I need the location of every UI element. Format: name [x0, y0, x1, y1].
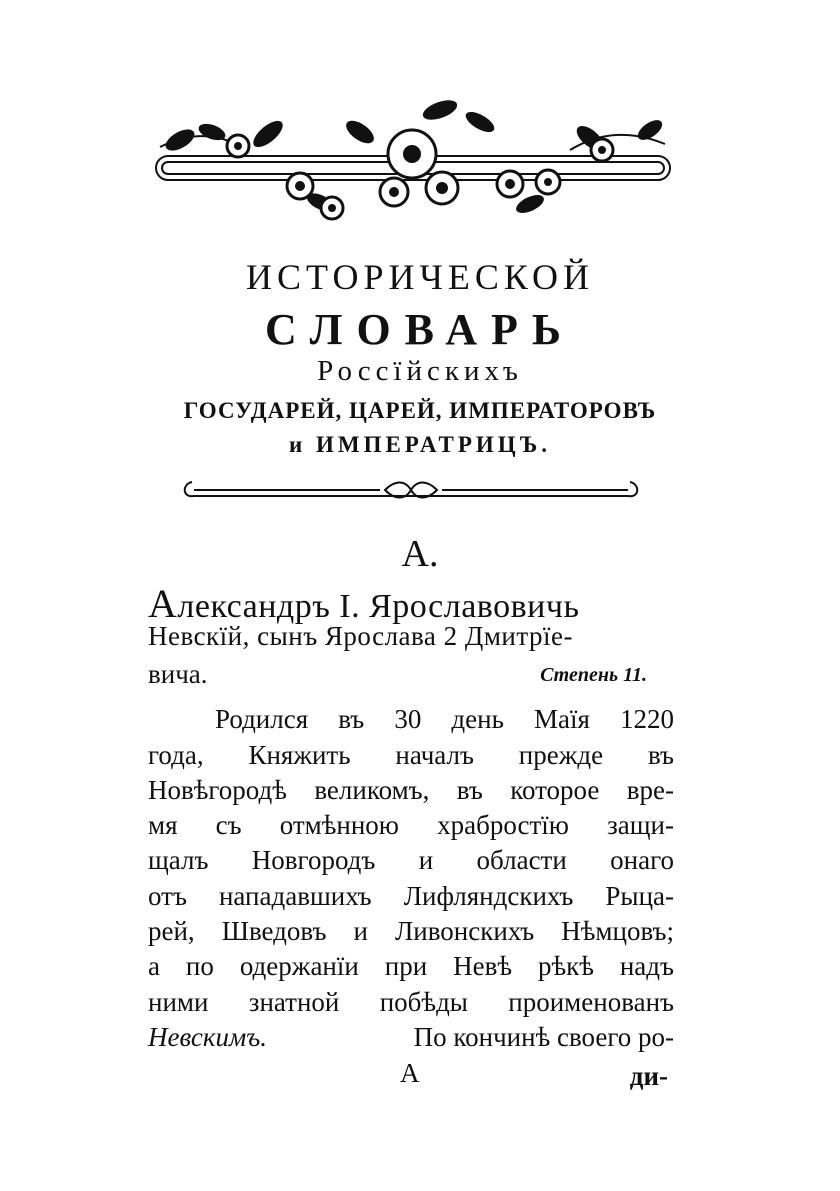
body-italic-word: Невскимъ. [148, 1022, 267, 1052]
body-last-line-text: По кончинѣ своего ро- [413, 1022, 674, 1052]
body-line: мя съ отмѣнною храбростïю защи- [148, 810, 674, 840]
body-line: года, Княжить началъ прежде въ [148, 740, 674, 770]
body-line: Новѣгородѣ великомъ, въ которое вре- [148, 775, 674, 805]
floral-headpiece-ornament [150, 92, 678, 232]
entry-heading-initial: А [148, 581, 178, 626]
body-line: ними знатной побѣды проименованъ [148, 987, 674, 1017]
body-line: отъ нападавшихъ Лифляндскихъ Рыца- [148, 881, 674, 911]
body-line: щалъ Новгородъ и области онаго [148, 845, 674, 875]
signature-mark: А [400, 1058, 420, 1088]
body-line: рей, Шведовъ и Ливонскихъ Нѣмцовъ; [148, 916, 674, 946]
catchword: ди- [629, 1061, 668, 1091]
title-line-5: и ИМПЕРАТРИЦЪ. [288, 432, 552, 457]
title-line-1: ИСТОРИЧЕСКОЙ [245, 257, 595, 297]
body-line: а по одержанïи при Невѣ рѣкѣ надъ [148, 951, 674, 981]
entry-degree: Степень 11. [540, 664, 647, 686]
title-line-2: СЛОВАРЬ [264, 305, 575, 354]
ornamental-divider [180, 476, 642, 506]
entry-subtitle-line-1: Невскïй, сынъ Ярослава 2 Дмитрïе- [148, 621, 573, 651]
section-letter: А. [401, 533, 439, 575]
entry-heading [148, 580, 579, 627]
page-footer [0, 1058, 840, 1094]
entry-subtitle-line-2: вича. [148, 659, 208, 689]
entry-heading-rest: лександръ I. Ярославовичь [177, 588, 580, 625]
body-line-last [148, 1021, 674, 1053]
title-line-3: Россïйскихъ [317, 355, 523, 387]
body-line: Родился въ 30 день Маïя 1220 [215, 704, 674, 734]
title-line-4: ГОСУДАРЕЙ, ЦАРЕЙ, ИМПЕРАТОРОВЪ [183, 398, 657, 423]
